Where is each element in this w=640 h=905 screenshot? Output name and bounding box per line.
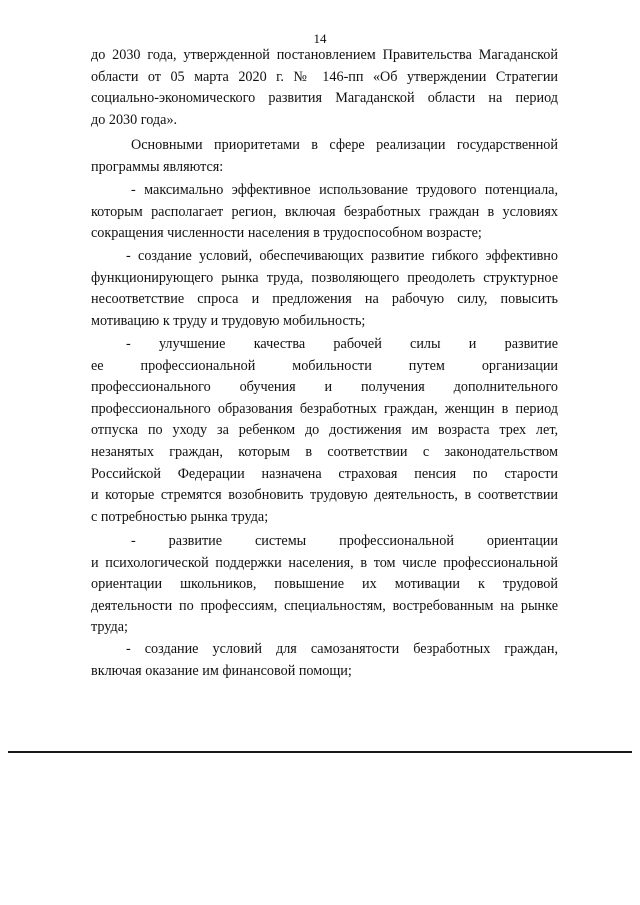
list-item-workforce-quality [91, 334, 558, 528]
text-line: профессионального обучения и получения дополнительного [91, 379, 558, 396]
text-line: - максимально эффективное использование трудового потенциала, [131, 182, 558, 198]
text-line: несоответствие спроса и предложения на рабочую силу, повысить [91, 291, 558, 308]
text-line: - улучшение качества рабочей силы и развитие [126, 336, 558, 352]
text-line: до 2030 года, утвержденной постановлением Правительства Магаданской [91, 47, 558, 63]
page-number: 14 [313, 31, 327, 46]
text-line: до 2030 года». [91, 111, 178, 128]
text-line: социально-экономического развития Магаданской области на период [91, 90, 558, 107]
text-line: и которые стремятся возобновить трудовую деятельность, в соответствии [91, 487, 558, 504]
text-line: функционирующего рынка труда, позволяющего преодолеть структурное [91, 269, 558, 286]
text-line: профессионального образования безработных граждан, женщин в период [91, 400, 558, 417]
text-line: сокращения численности населения в трудоспособном возрасте; [91, 225, 482, 242]
text-line: включая оказание им финансовой помощи; [91, 662, 352, 679]
text-line: - создание условий, обеспечивающих развитие гибкого эффективно [126, 248, 558, 264]
text-line: программы являются: [91, 158, 224, 175]
list-item-labor-market [91, 246, 558, 332]
text-line: ориентации школьников, повышение их мотивации к трудовой [91, 576, 558, 593]
text-line: и психологической поддержки населения, в том числе профессиональной [91, 554, 558, 571]
paragraph-strategy-reference [91, 45, 558, 131]
list-item-career-guidance [91, 531, 558, 639]
list-item-labor-potential [91, 180, 558, 245]
text-line: незанятых граждан, которым в соответствии с законодательством [91, 443, 558, 460]
text-line: ее профессиональной мобильности путем организации [91, 357, 558, 374]
text-line: Российской Федерации назначена страховая пенсия по старости [91, 465, 558, 482]
paragraph-priorities-intro [91, 135, 558, 178]
text-line: которым располагает регион, включая безработных граждан в условиях [91, 203, 558, 220]
list-item-self-employment [91, 639, 558, 682]
text-line: труда; [91, 619, 128, 636]
text-line: - создание условий для самозанятости безработных граждан, [126, 641, 558, 657]
text-line: мотивацию к труду и трудовую мобильность; [91, 312, 366, 329]
page-divider [8, 751, 632, 753]
text-line: области от 05 марта 2020 г. № 146-пп «Об утверждении Стратегии [91, 68, 558, 85]
text-line: - развитие системы профессиональной ориентации [131, 533, 558, 549]
text-line: Основными приоритетами в сфере реализации государственной [131, 137, 558, 153]
text-line: с потребностью рынка труда; [91, 508, 269, 525]
text-line: отпуска по уходу за ребенком до достижения им возраста трех лет, [91, 422, 558, 439]
text-line: деятельности по профессиям, специальностям, востребованным на рынке [91, 597, 558, 614]
